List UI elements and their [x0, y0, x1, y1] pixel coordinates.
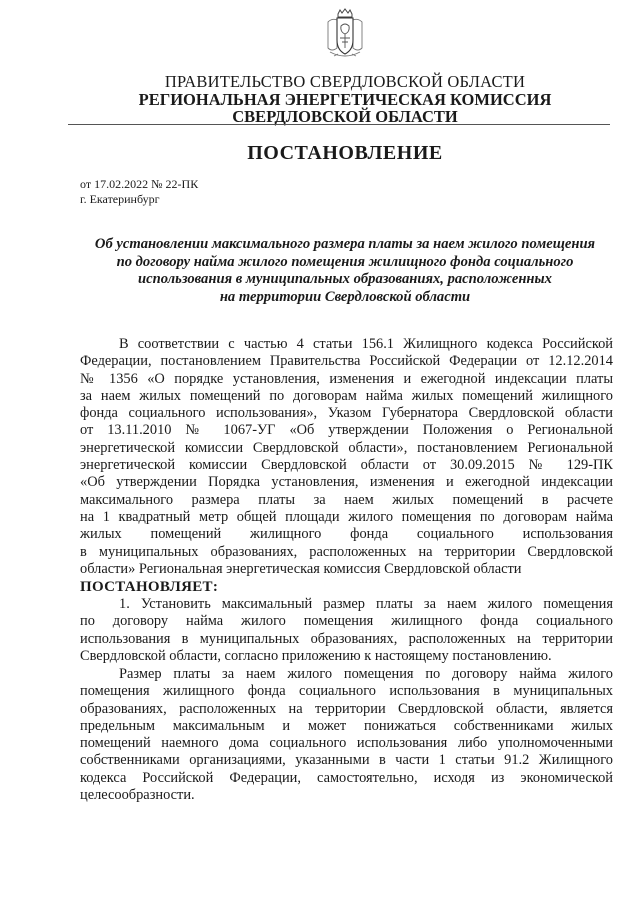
paragraph-line: помещения жилищного фонда социального использования в муниципальных — [80, 683, 613, 700]
commission-name-line1: РЕГИОНАЛЬНАЯ ЭНЕРГЕТИЧЕСКАЯ КОМИССИЯ — [138, 90, 552, 109]
paragraph-line: использования в муниципальных образованиях, расположенных на территории — [80, 630, 613, 647]
paragraph-line: максимального размера платы за наем жилых помещений в расчете — [80, 491, 613, 508]
paragraph-line: Федерации, постановлением Правительства Российской Федерации от 12.12.2014 — [80, 353, 613, 370]
paragraph-line: за наем жилых помещений по договорам найма жилых помещений жилищного — [80, 387, 613, 404]
paragraph-line: от 13.11.2010 № 1067-УГ «Об утверждении Положения о Региональной — [80, 422, 613, 439]
paragraph-line: № 1356 «О порядке установления, изменения и ежегодной индексации платы — [80, 370, 613, 387]
coat-of-arms-icon — [324, 8, 366, 60]
clause-1-paragraph — [80, 596, 613, 665]
paragraph-line: целесообразности. — [80, 787, 195, 804]
paragraph-line: фонда социального использования», Указом Губернатора Свердловской области — [80, 405, 613, 422]
subject-line: использования в муниципальных образованиях, расположенных — [138, 271, 552, 288]
subject-line: на территории Свердловской области — [219, 288, 471, 305]
paragraph-line: «Об утверждении Порядка установления, изменения и ежегодной индексации — [80, 474, 613, 491]
document-city: г. Екатеринбург — [80, 192, 160, 206]
paragraph-line: жилых помещений жилищного фонда социального использования — [80, 526, 613, 543]
document-subject — [80, 236, 610, 306]
fee-limit-paragraph — [80, 666, 613, 804]
paragraph-line: на 1 квадратный метр общей площади жилого помещения по договорам найма — [80, 508, 613, 525]
paragraph-line: собственниками организациями, указанными в части 1 статьи 91.2 Жилищного — [80, 752, 613, 769]
subject-line: Об установлении максимального размера платы за наем жилого помещения — [94, 236, 596, 252]
paragraph-line: предельным максимальным и может понижаться собственниками жилых — [80, 717, 613, 734]
header-divider — [68, 124, 610, 125]
resolves-heading: ПОСТАНОВЛЯЕТ: — [80, 579, 219, 595]
paragraph-line: Свердловской области, согласно приложению к настоящему постановлению. — [80, 647, 552, 664]
paragraph-line: образованиях, расположенных на территории Свердловской области, является — [80, 700, 613, 717]
subject-line: по договору найма жилого помещения жилищного фонда социального — [116, 253, 574, 270]
paragraph-line: области» Региональная энергетическая комиссия Свердловской области — [80, 560, 522, 577]
preamble-paragraph — [80, 336, 613, 578]
paragraph-line: энергетической комиссии Свердловской области от 30.09.2015 № 129-ПК — [80, 457, 613, 474]
paragraph-line: В соответствии с частью 4 статьи 156.1 Жилищного кодекса Российской — [119, 336, 613, 352]
paragraph-line: помещений наемного дома социального использования либо уполномоченными — [80, 735, 613, 752]
document-title: ПОСТАНОВЛЕНИЕ — [247, 142, 443, 164]
paragraph-line: кодекса Российской Федерации, самостоятельно, исходя из экономической — [80, 769, 613, 786]
paragraph-line: в муниципальных образованиях, расположенных на территории Свердловской — [80, 543, 613, 560]
paragraph-line: Размер платы за наем жилого помещения по договору найма жилого — [119, 666, 613, 682]
paragraph-line: 1. Установить максимальный размер платы за наем жилого помещения — [119, 596, 613, 612]
government-name: ПРАВИТЕЛЬСТВО СВЕРДЛОВСКОЙ ОБЛАСТИ — [164, 72, 526, 91]
document-date-number: от 17.02.2022 № 22-ПК — [80, 177, 199, 191]
paragraph-line: энергетической комиссии Свердловской области», постановлением Региональной — [80, 439, 613, 456]
paragraph-line: по договору найма жилого помещения жилищного фонда социального — [80, 613, 613, 630]
commission-name-line2: СВЕРДЛОВСКОЙ ОБЛАСТИ — [232, 107, 458, 126]
